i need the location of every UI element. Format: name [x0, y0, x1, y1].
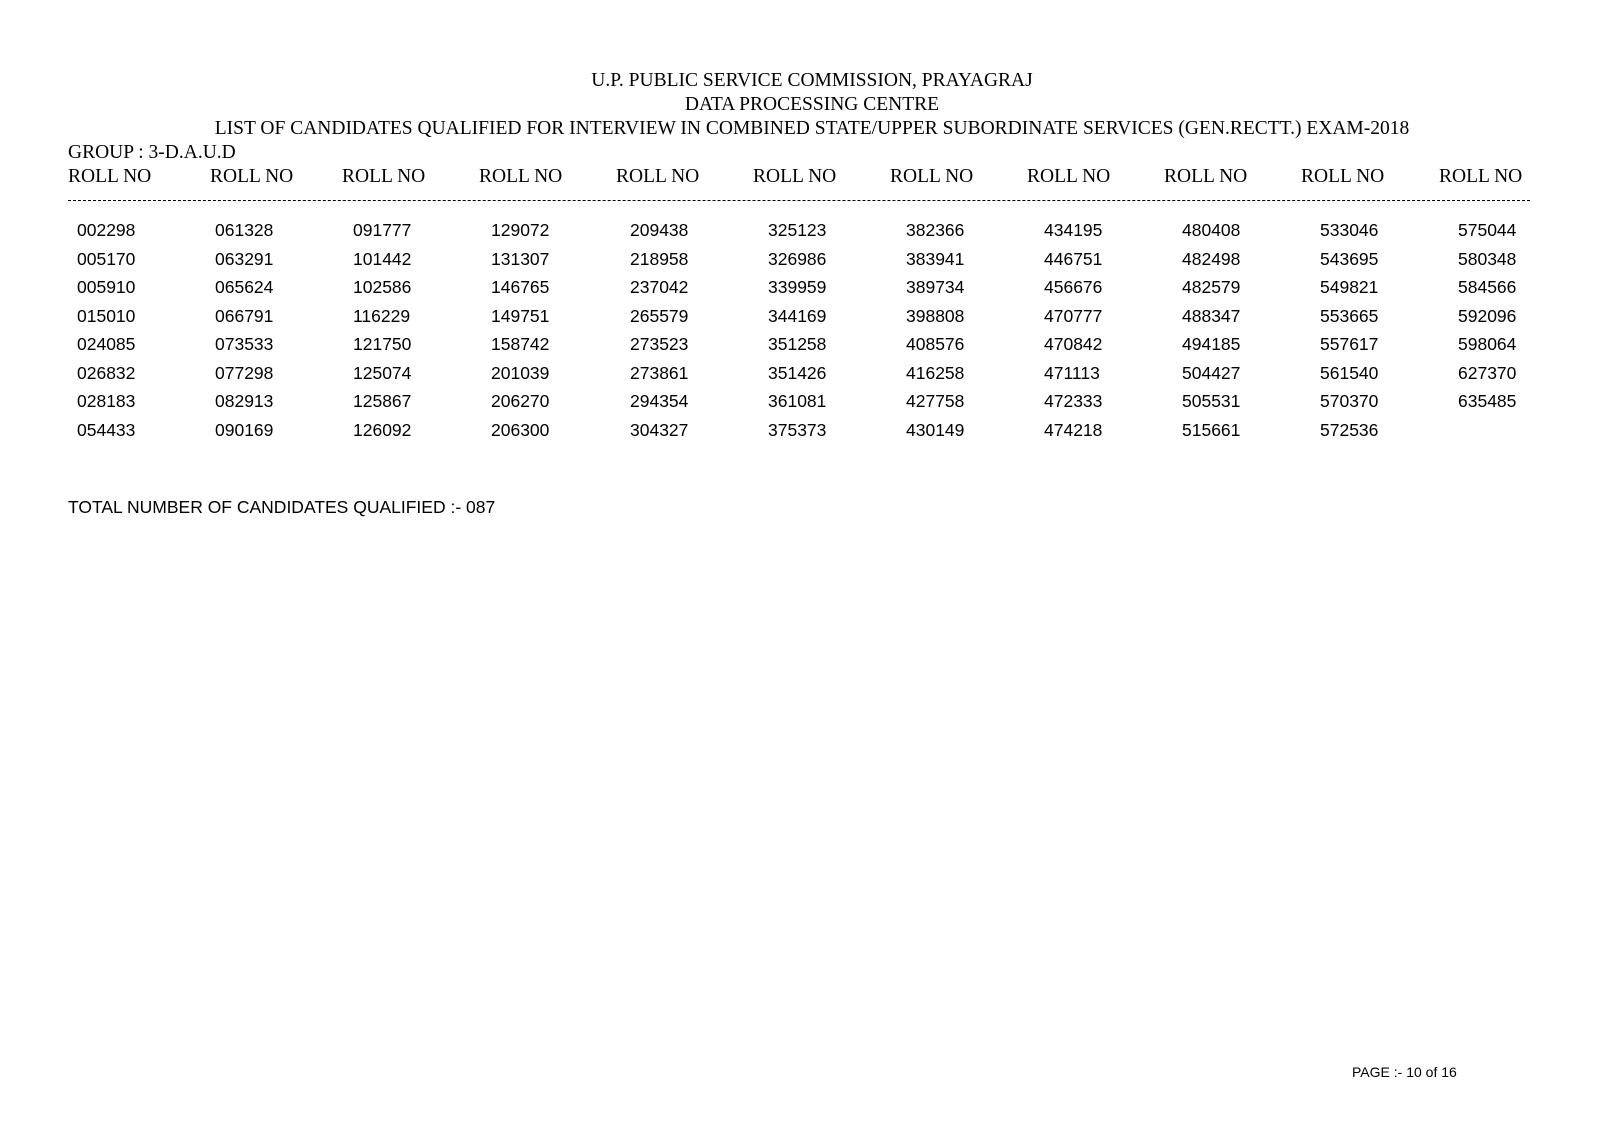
roll-number-cell: 488347	[1182, 305, 1241, 326]
column-header: ROLL NO	[342, 166, 426, 187]
roll-number-cell: 553665	[1320, 305, 1379, 326]
column-header: ROLL NO	[753, 166, 837, 187]
roll-number-cell: 543695	[1320, 248, 1379, 269]
roll-number-cell: 054433	[77, 419, 136, 440]
roll-number-cell: 430149	[906, 419, 965, 440]
roll-number-cell: 361081	[768, 391, 827, 411]
roll-number-cell: 121750	[353, 334, 412, 354]
roll-number-cell: 116229	[353, 305, 411, 326]
roll-number-cell: 005170	[77, 248, 136, 269]
roll-number-cell: 515661	[1182, 419, 1241, 440]
roll-number-cell: 125867	[353, 391, 412, 411]
roll-number-cell: 383941	[906, 248, 965, 269]
roll-number-cell: 505531	[1182, 391, 1241, 411]
roll-number-cell: 063291	[215, 248, 274, 269]
page-number: PAGE :- 10 of 16	[1352, 1064, 1457, 1080]
roll-number-cell: 209438	[630, 220, 689, 240]
roll-number-cell: 533046	[1320, 220, 1379, 240]
roll-number-cell: 416258	[906, 362, 965, 383]
group-label: GROUP : 3-D.A.U.D	[68, 142, 236, 163]
roll-number-cell: 494185	[1182, 334, 1241, 354]
roll-number-cell: 126092	[353, 419, 412, 440]
roll-number-cell: 201039	[491, 362, 550, 383]
roll-number-cell: 146765	[491, 277, 550, 297]
roll-number-cell: 082913	[215, 391, 274, 411]
roll-number-cell: 570370	[1320, 391, 1379, 411]
roll-number-cell: 375373	[768, 419, 827, 440]
roll-number-cell: 218958	[630, 248, 689, 269]
roll-number-cell: 382366	[906, 220, 965, 240]
roll-number-cell: 446751	[1044, 248, 1103, 269]
roll-number-cell: 474218	[1044, 419, 1103, 440]
roll-number-cell: 470777	[1044, 305, 1103, 326]
roll-number-cell: 592096	[1458, 305, 1517, 326]
roll-number-cell: 598064	[1458, 334, 1517, 354]
roll-number-cell: 091777	[353, 220, 412, 240]
column-header: ROLL NO	[616, 166, 700, 187]
roll-number-cell: 575044	[1458, 220, 1517, 240]
roll-number-cell: 273523	[630, 334, 689, 354]
roll-number-cell: 077298	[215, 362, 274, 383]
roll-number-cell: 470842	[1044, 334, 1103, 354]
roll-number-cell: 024085	[77, 334, 136, 354]
roll-number-cell: 129072	[491, 220, 550, 240]
roll-number-cell: 026832	[77, 362, 136, 383]
roll-number-cell: 627370	[1458, 362, 1517, 383]
roll-number-cell: 061328	[215, 220, 274, 240]
roll-number-cell: 561540	[1320, 362, 1379, 383]
roll-number-cell: 265579	[630, 305, 689, 326]
roll-number-cell: 102586	[353, 277, 412, 297]
column-header: ROLL NO	[1027, 166, 1111, 187]
roll-number-cell: 125074	[353, 362, 412, 383]
roll-number-cell: 427758	[906, 391, 965, 411]
roll-number-cell: 326986	[768, 248, 827, 269]
roll-number-cell: 066791	[215, 305, 274, 326]
roll-number-cell: 580348	[1458, 248, 1517, 269]
roll-number-cell: 073533	[215, 334, 274, 354]
roll-number-cell: 304327	[630, 419, 689, 440]
header-divider	[68, 200, 1530, 201]
roll-number-cell: 344169	[768, 305, 827, 326]
roll-number-cell: 325123	[768, 220, 827, 240]
roll-number-cell: 635485	[1458, 391, 1517, 411]
roll-number-cell: 090169	[215, 419, 274, 440]
roll-number-cell: 482498	[1182, 248, 1241, 269]
roll-number-cell: 584566	[1458, 277, 1517, 297]
commission-title: U.P. PUBLIC SERVICE COMMISSION, PRAYAGRAJ	[591, 70, 1033, 91]
roll-number-cell: 206270	[491, 391, 550, 411]
roll-number-cell: 434195	[1044, 220, 1103, 240]
roll-number-cell: 398808	[906, 305, 965, 326]
column-header: ROLL NO	[890, 166, 974, 187]
roll-number-cell: 101442	[353, 248, 412, 269]
roll-number-cell: 351426	[768, 362, 827, 383]
roll-number-cell: 294354	[630, 391, 689, 411]
roll-number-cell: 456676	[1044, 277, 1103, 297]
roll-number-cell: 472333	[1044, 391, 1103, 411]
column-header: ROLL NO	[1439, 166, 1523, 187]
list-title: LIST OF CANDIDATES QUALIFIED FOR INTERVIEW IN COMBINED STATE/UPPER SUBORDINATE SERVICES (GEN.RECTT.) EXAM-2018	[214, 118, 1410, 139]
column-header: ROLL NO	[68, 166, 152, 187]
roll-number-cell: 028183	[77, 391, 136, 411]
roll-number-cell: 351258	[768, 334, 827, 354]
roll-number-cell: 549821	[1320, 277, 1379, 297]
roll-number-cell: 482579	[1182, 277, 1241, 297]
roll-number-cell: 015010	[77, 305, 136, 326]
roll-number-cell: 504427	[1182, 362, 1241, 383]
roll-number-cell: 158742	[491, 334, 550, 354]
roll-number-cell: 471113	[1044, 362, 1100, 383]
column-header: ROLL NO	[1164, 166, 1248, 187]
roll-number-cell: 206300	[491, 419, 550, 440]
column-header: ROLL NO	[479, 166, 563, 187]
total-candidates: TOTAL NUMBER OF CANDIDATES QUALIFIED :- 087	[68, 497, 496, 517]
roll-number-cell: 002298	[77, 220, 136, 240]
centre-title: DATA PROCESSING CENTRE	[684, 94, 940, 115]
roll-number-cell: 273861	[630, 362, 689, 383]
roll-number-cell: 389734	[906, 277, 965, 297]
roll-number-cell: 005910	[77, 277, 136, 297]
roll-number-cell: 557617	[1320, 334, 1379, 354]
roll-number-cell: 131307	[491, 248, 550, 269]
roll-number-cell: 149751	[491, 305, 550, 326]
column-header: ROLL NO	[1301, 166, 1385, 187]
roll-number-cell: 339959	[768, 277, 827, 297]
roll-number-cell: 237042	[630, 277, 689, 297]
roll-number-cell: 480408	[1182, 220, 1241, 240]
roll-number-cell: 408576	[906, 334, 965, 354]
column-header: ROLL NO	[210, 166, 294, 187]
roll-number-cell: 572536	[1320, 419, 1379, 440]
roll-number-cell: 065624	[215, 277, 274, 297]
